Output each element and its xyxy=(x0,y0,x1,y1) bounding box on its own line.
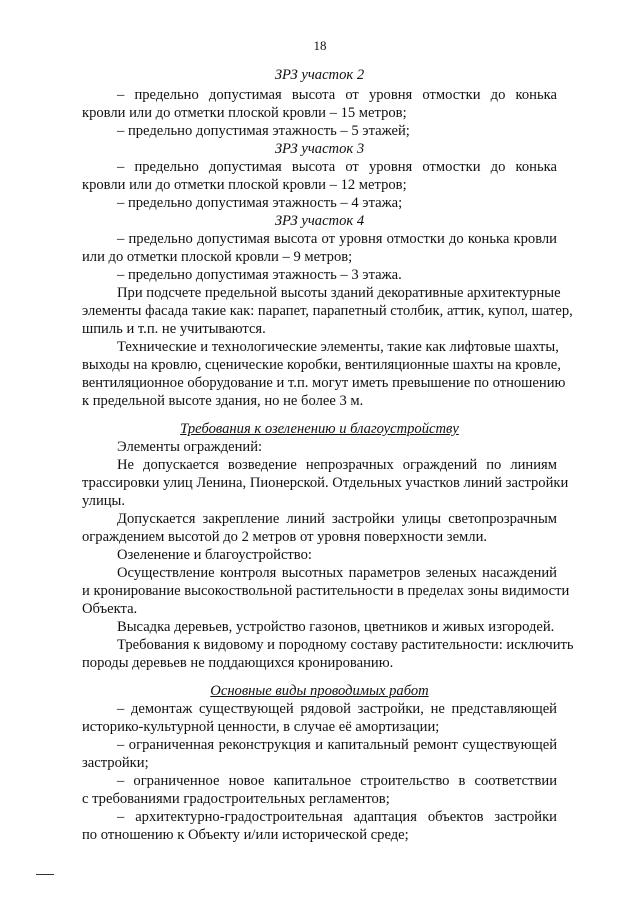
text-line: по отношению к Объекту и/или исторической среде; xyxy=(82,827,409,843)
text-line: Технические и технологические элементы, такие как лифтовые шахты, xyxy=(117,339,559,355)
text-line: Не допускается возведение непрозрачных ограждений по линиям xyxy=(117,457,557,473)
text-line: – архитектурно-градостроительная адаптация объектов застройки xyxy=(117,809,557,825)
text-line: улицы. xyxy=(82,493,126,509)
text-line: шпиль и т.п. не учитываются. xyxy=(82,321,266,337)
text-line: Допускается закрепление линий застройки улицы светопрозрачным xyxy=(117,511,557,527)
text-line: – предельно допустимая высота от уровня отмостки до конька кровли xyxy=(117,231,557,247)
text-line: – ограниченная реконструкция и капитальный ремонт существующей xyxy=(117,737,557,753)
text-line: – ограниченное новое капитальное строительство в соответствии xyxy=(117,773,557,789)
text-line: или до отметки плоской кровли – 9 метров; xyxy=(82,249,353,265)
section-heading: Требования к озеленению и благоустройству xyxy=(180,421,459,437)
text-line: вентиляционное оборудование и т.п. могут иметь превышение по отношению xyxy=(82,375,566,391)
section-heading: Основные виды проводимых работ xyxy=(210,683,429,699)
page-edge-mark xyxy=(36,874,54,875)
text-line: породы деревьев не поддающихся кронированию. xyxy=(82,655,394,671)
text-line: – предельно допустимая высота от уровня отмостки до конька xyxy=(117,159,557,175)
text-line: Осуществление контроля высотных параметров зеленых насаждений xyxy=(117,565,557,581)
text-line: и кронирование высокоствольной растительности в пределах зоны видимости xyxy=(82,583,570,599)
text-line: элементы фасада такие как: парапет, парапетный столбик, аттик, купол, шатер, xyxy=(82,303,573,319)
text-line: – предельно допустимая этажность – 4 этажа; xyxy=(117,195,403,211)
text-line: выходы на кровлю, сценические коробки, вентиляционные шахты на кровле, xyxy=(82,357,561,373)
text-line: трассировки улиц Ленина, Пионерской. Отдельных участков линий застройки xyxy=(82,475,569,491)
zone-heading: ЗРЗ участок 3 xyxy=(274,141,365,157)
text-line: – предельно допустимая этажность – 5 этажей; xyxy=(117,123,410,139)
text-line: Озеленение и благоустройство: xyxy=(117,547,312,563)
text-line: Объекта. xyxy=(82,601,138,617)
text-line: кровли или до отметки плоской кровли – 15 метров; xyxy=(82,105,407,121)
zone-heading: ЗРЗ участок 4 xyxy=(274,213,365,229)
text-line: Элементы ограждений: xyxy=(117,439,263,455)
text-line: ограждением высотой до 2 метров от уровня поверхности земли. xyxy=(82,529,488,545)
text-line: – предельно допустимая высота от уровня отмостки до конька xyxy=(117,87,557,103)
page-number: 18 xyxy=(313,38,327,53)
text-line: кровли или до отметки плоской кровли – 12 метров; xyxy=(82,177,407,193)
text-line: с требованиями градостроительных регламентов; xyxy=(82,791,390,807)
text-line: Высадка деревьев, устройство газонов, цветников и живых изгородей. xyxy=(117,619,555,635)
text-line: историко-культурной ценности, в случае её амортизации; xyxy=(82,719,440,735)
zone-heading: ЗРЗ участок 2 xyxy=(274,67,365,83)
text-line: к предельной высоте здания, но не более 3 м. xyxy=(82,393,364,409)
text-line: застройки; xyxy=(82,755,149,771)
text-line: При подсчете предельной высоты зданий декоративные архитектурные xyxy=(117,285,561,301)
text-line: – предельно допустимая этажность – 3 этажа. xyxy=(117,267,402,283)
text-line: – демонтаж существующей рядовой застройки, не представляющей xyxy=(117,701,557,717)
text-line: Требования к видовому и породному составу растительности: исключить xyxy=(117,637,574,653)
